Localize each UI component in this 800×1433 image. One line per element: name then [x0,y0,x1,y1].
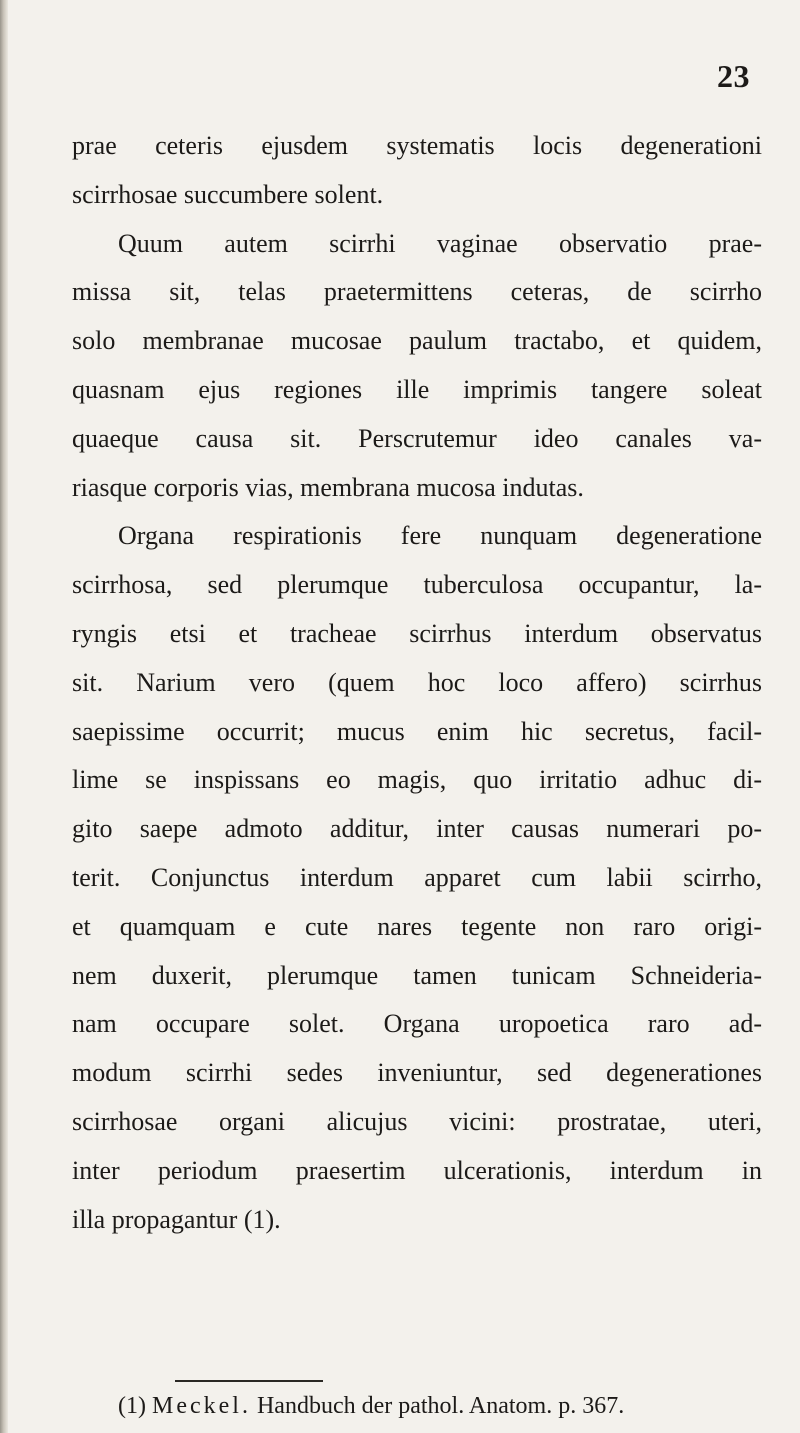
footnote-author: Meckel. [151,1393,251,1419]
text-line: missa sit, telas praetermittens ceteras, de scirrho [72,277,762,307]
text-line: Organa respirationis fere nunquam degeneratione [118,521,762,551]
text-line: scirrhosae succumbere solent. [72,179,384,209]
text-line: quasnam ejus regiones ille imprimis tangere soleat [72,374,762,404]
body-text [72,122,762,1244]
footnote [118,1393,624,1420]
text-line: inter periodum praesertim ulcerationis, interdum in [72,1155,762,1185]
text-line: terit. Conjunctus interdum apparet cum labii scirrho, [72,862,762,892]
text-line: riasque corporis vias, membrana mucosa indutas. [72,472,584,502]
text-line: lime se inspissans eo magis, quo irritatio adhuc di- [72,765,762,795]
text-line: sit. Narium vero (quem hoc loco affero) scirrhus [72,667,762,697]
page-binding-edge [0,0,8,1433]
text-line: ryngis etsi et tracheae scirrhus interdum observatus [72,618,762,648]
text-line: nem duxerit, plerumque tamen tunicam Schneideria- [72,960,762,990]
footnote-text: Handbuch der pathol. Anatom. p. 367. [256,1393,625,1419]
footnote-rule [175,1380,323,1382]
text-line: nam occupare solet. Organa uropoetica raro ad- [72,1009,762,1039]
text-line: modum scirrhi sedes inveniuntur, sed degenerationes [72,1058,762,1088]
text-line: illa propagantur (1). [72,1204,281,1234]
text-line: quaeque causa sit. Perscrutemur ideo canales va- [72,423,762,453]
text-line: scirrhosa, sed plerumque tuberculosa occupantur, la- [72,570,762,600]
text-line: gito saepe admoto additur, inter causas numerari po- [72,814,762,844]
footnote-marker: (1) [118,1393,146,1419]
text-line: et quamquam e cute nares tegente non raro origi- [72,911,762,941]
text-line: prae ceteris ejusdem systematis locis degenerationi [72,131,762,160]
page-number: 23 [717,58,750,94]
text-line: scirrhosae organi alicujus vicini: prostratae, uteri, [72,1106,762,1136]
text-line: saepissime occurrit; mucus enim hic secretus, facil- [72,716,762,746]
text-line: solo membranae mucosae paulum tractabo, et quidem, [72,326,762,356]
text-line: Quum autem scirrhi vaginae observatio prae- [118,228,762,258]
